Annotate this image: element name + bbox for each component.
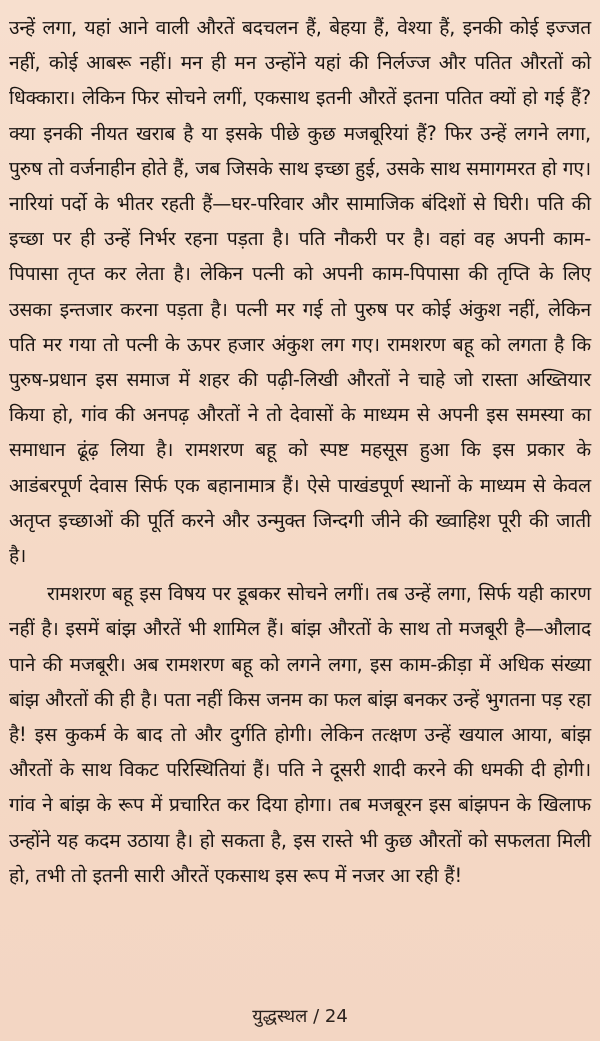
page-footer	[0, 1005, 600, 1029]
body-paragraph-2: रामशरण बहू इस विषय पर डूबकर सोचने लगीं। तब उन्हें लगा, सिर्फ यही कारण नहीं है। इसमें बांझ औरतें भी शामिल हैं। बांझ औरतों के साथ तो मजबूरी है—औलाद पाने की मजबूरी। अब रामशरण बहू को लगने लगा, इस काम-क्रीड़ा में अधिक संख्या बांझ औरतों की ही है। पता नहीं किस जनम का फल बांझ बनकर उन्हें भुगतना पड़ रहा है! इस कुकर्म के बाद तो और दुर्गति होगी। लेकिन तत्क्षण उन्हें खयाल आया, बांझ औरतों के साथ विकट परिस्थितियां हैं। पति ने दूसरी शादी करने की धमकी दी होगी। गांव ने बांझ के रूप में प्रचारित कर दिया होगा। तब मजबूरन इस बांझपन के खिलाफ उन्होंने यह कदम उठाया है। हो सकता है, इस रास्ते भी कुछ औरतों को सफलता मिली हो, तभी तो इतनी सारी औरतें एकसाथ इस रूप में नजर आ रही हैं!	[9, 582, 591, 887]
body-paragraph-1: उन्हें लगा, यहां आने वाली औरतें बदचलन हैं, बेहया हैं, वेश्या हैं, इनकी कोई इज्जत नहीं, कोई आबरू नहीं। मन ही मन उन्होंने यहां की निर्लज्ज और पतित औरतों को धिक्कारा। लेकिन फिर सोचने लगीं, एकसाथ इतनी औरतें इतना पतित क्यों हो गई हैं? क्या इनकी नीयत खराब है या इसके पीछे कुछ मजबूरियां हैं? फिर उन्हें लगने लगा, पुरुष तो वर्जनाहीन होते हैं, जब जिसके साथ इच्छा हुई, उसके साथ समागमरत हो गए। नारियां पर्दो के भीतर रहती हैं—घर-परिवार और सामाजिक बंदिशों से घिरी। पति की इच्छा पर ही उन्हें निर्भर रहना पड़ता है। पति नौकरी पर है। वहां वह अपनी काम-पिपासा तृप्त कर लेता है। लेकिन पत्नी को अपनी काम-पिपासा की तृप्ति के लिए उसका इन्तजार करना पड़ता है। पत्नी मर गई तो पुरुष पर कोई अंकुश नहीं, लेकिन पति मर गया तो पत्नी के ऊपर हजार अंकुश लग गए। रामशरण बहू को लगता है कि पुरुष-प्रधान इस समाज में शहर की पढ़ी-लिखी औरतों ने चाहे जो रास्ता अख्तियार किया हो, गांव की अनपढ़ औरतों ने तो देवासों के माध्यम से अपनी इस समस्या का समाधान ढूंढ़ लिया है। रामशरण बहू को स्पष्ट महसूस हुआ कि इस प्रकार के आडंबरपूर्ण देवास सिर्फ एक बहानामात्र हैं। ऐसे पाखंडपूर्ण स्थानों के माध्यम से केवल अतृप्त इच्छाओं की पूर्ति करने और उन्मुक्त जिन्दगी जीने की ख्वाहिश पूरी की जाती है।	[9, 16, 591, 568]
footer-title-page-number: युद्धस्थल / 24	[252, 1006, 348, 1027]
